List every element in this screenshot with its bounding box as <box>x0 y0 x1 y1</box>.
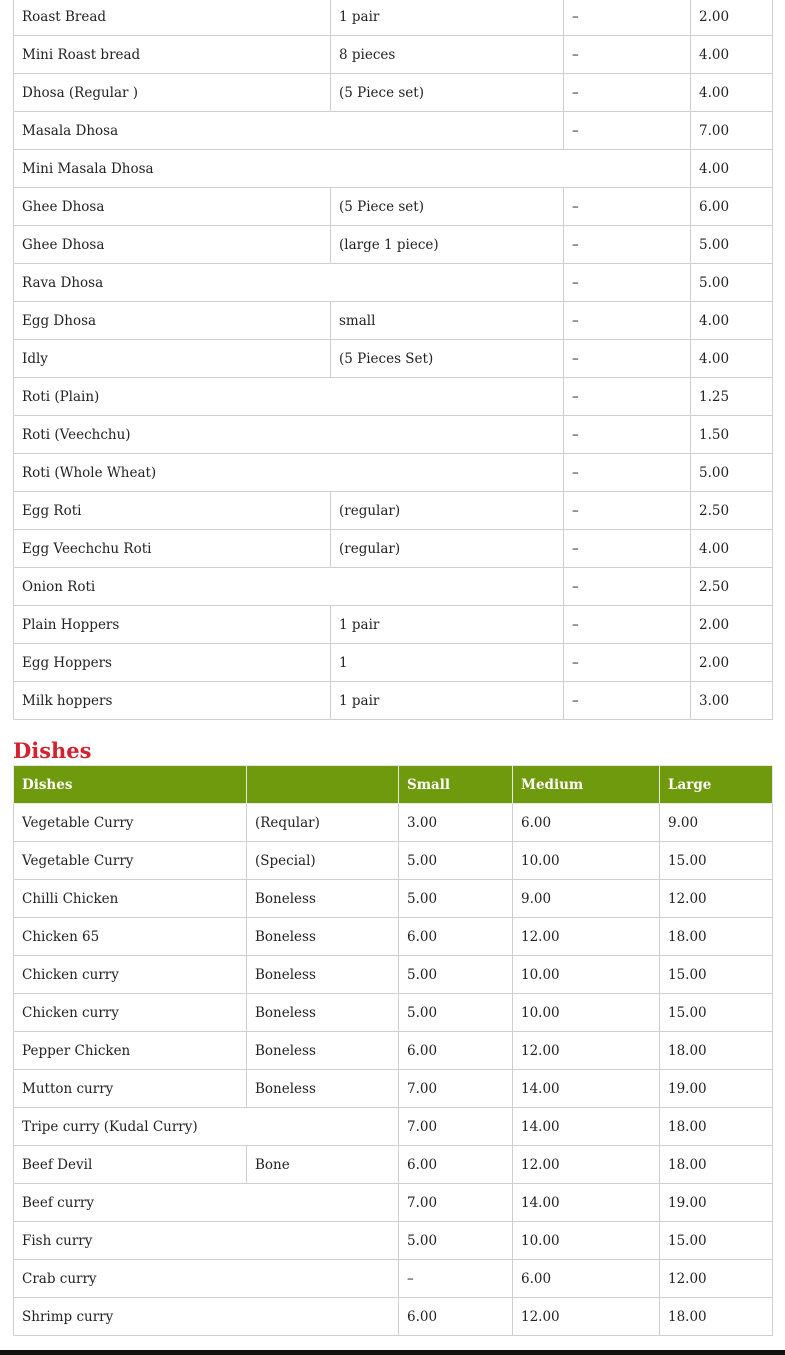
price-small: 7.00 <box>399 1108 513 1146</box>
item-name: Rava Dhosa <box>14 264 564 302</box>
table-row <box>14 1260 773 1298</box>
price-large: 18.00 <box>660 1108 773 1146</box>
item-name: Roti (Whole Wheat) <box>14 454 564 492</box>
dish-type: (Reqular) <box>247 804 399 842</box>
dish-type: Boneless <box>247 956 399 994</box>
table-row <box>14 956 773 994</box>
dish-name: Mutton curry <box>14 1070 247 1108</box>
table-row <box>14 1222 773 1260</box>
item-price: 6.00 <box>691 188 773 226</box>
price-large: 15.00 <box>660 1222 773 1260</box>
item-price: 4.00 <box>691 150 773 188</box>
price-large: 18.00 <box>660 1298 773 1336</box>
item-separator: – <box>564 416 691 454</box>
header-medium: Medium <box>513 766 660 804</box>
item-name: Roast Bread <box>14 0 331 36</box>
table-row <box>14 74 773 112</box>
table-row <box>14 492 773 530</box>
item-price: 4.00 <box>691 74 773 112</box>
item-name: Mini Roast bread <box>14 36 331 74</box>
item-name: Roti (Plain) <box>14 378 564 416</box>
table-row <box>14 568 773 606</box>
table-row <box>14 226 773 264</box>
dish-name: Vegetable Curry <box>14 842 247 880</box>
price-large: 18.00 <box>660 1146 773 1184</box>
price-small: 5.00 <box>399 956 513 994</box>
item-name: Egg Roti <box>14 492 331 530</box>
item-price: 2.50 <box>691 568 773 606</box>
item-price: 3.00 <box>691 682 773 720</box>
price-medium: 9.00 <box>513 880 660 918</box>
item-separator: – <box>564 340 691 378</box>
breads-table-body <box>14 0 773 720</box>
item-portion: (regular) <box>331 492 564 530</box>
dish-name: Tripe curry (Kudal Curry) <box>14 1108 399 1146</box>
item-name: Mini Masala Dhosa <box>14 150 691 188</box>
price-small: 7.00 <box>399 1184 513 1222</box>
dish-name: Beef Devil <box>14 1146 247 1184</box>
dish-name: Chicken 65 <box>14 918 247 956</box>
item-price: 5.00 <box>691 454 773 492</box>
item-separator: – <box>564 378 691 416</box>
table-row <box>14 1146 773 1184</box>
price-small: 5.00 <box>399 994 513 1032</box>
item-price: 2.50 <box>691 492 773 530</box>
dish-name: Chilli Chicken <box>14 880 247 918</box>
item-name: Masala Dhosa <box>14 112 564 150</box>
table-row <box>14 644 773 682</box>
section-title-dishes: Dishes <box>13 738 92 763</box>
table-row <box>14 36 773 74</box>
dish-name: Beef curry <box>14 1184 399 1222</box>
dishes-price-table <box>13 765 773 1336</box>
dish-type: (Special) <box>247 842 399 880</box>
price-small: 3.00 <box>399 804 513 842</box>
item-separator: – <box>564 36 691 74</box>
dish-type: Boneless <box>247 880 399 918</box>
item-name: Onion Roti <box>14 568 564 606</box>
item-separator: – <box>564 0 691 36</box>
price-large: 9.00 <box>660 804 773 842</box>
table-row <box>14 1108 773 1146</box>
item-name: Egg Veechchu Roti <box>14 530 331 568</box>
item-name: Ghee Dhosa <box>14 226 331 264</box>
price-large: 15.00 <box>660 842 773 880</box>
header-large: Large <box>660 766 773 804</box>
item-name: Egg Hoppers <box>14 644 331 682</box>
price-medium: 10.00 <box>513 842 660 880</box>
price-small: 6.00 <box>399 918 513 956</box>
price-medium: 12.00 <box>513 1146 660 1184</box>
item-portion: (large 1 piece) <box>331 226 564 264</box>
price-large: 15.00 <box>660 994 773 1032</box>
table-row <box>14 880 773 918</box>
table-row <box>14 0 773 36</box>
table-row <box>14 918 773 956</box>
table-row <box>14 1298 773 1336</box>
price-medium: 6.00 <box>513 1260 660 1298</box>
price-medium: 10.00 <box>513 1222 660 1260</box>
table-row <box>14 454 773 492</box>
item-separator: – <box>564 492 691 530</box>
price-small: 6.00 <box>399 1298 513 1336</box>
dish-type: Boneless <box>247 1032 399 1070</box>
table-row <box>14 1070 773 1108</box>
item-name: Egg Dhosa <box>14 302 331 340</box>
dish-type: Boneless <box>247 1070 399 1108</box>
table-row <box>14 994 773 1032</box>
table-row <box>14 188 773 226</box>
item-portion: 1 pair <box>331 0 564 36</box>
price-small: 5.00 <box>399 880 513 918</box>
dish-name: Shrimp curry <box>14 1298 399 1336</box>
price-medium: 12.00 <box>513 1032 660 1070</box>
item-separator: – <box>564 644 691 682</box>
item-portion: (5 Piece set) <box>331 74 564 112</box>
table-row <box>14 112 773 150</box>
price-large: 12.00 <box>660 1260 773 1298</box>
item-portion: (regular) <box>331 530 564 568</box>
dish-name: Chicken curry <box>14 956 247 994</box>
table-row <box>14 530 773 568</box>
header-dishes: Dishes <box>14 766 247 804</box>
item-separator: – <box>564 226 691 264</box>
item-separator: – <box>564 264 691 302</box>
item-portion: 1 <box>331 644 564 682</box>
table-row <box>14 340 773 378</box>
price-medium: 12.00 <box>513 918 660 956</box>
dish-name: Fish curry <box>14 1222 399 1260</box>
item-price: 1.25 <box>691 378 773 416</box>
table-row <box>14 264 773 302</box>
item-separator: – <box>564 568 691 606</box>
item-portion: 8 pieces <box>331 36 564 74</box>
item-name: Ghee Dhosa <box>14 188 331 226</box>
item-portion: 1 pair <box>331 606 564 644</box>
item-price: 2.00 <box>691 0 773 36</box>
item-portion: 1 pair <box>331 682 564 720</box>
item-separator: – <box>564 530 691 568</box>
price-large: 18.00 <box>660 918 773 956</box>
price-medium: 10.00 <box>513 956 660 994</box>
item-separator: – <box>564 74 691 112</box>
dish-name: Chicken curry <box>14 994 247 1032</box>
price-small: 7.00 <box>399 1070 513 1108</box>
header-small: Small <box>399 766 513 804</box>
item-price: 4.00 <box>691 302 773 340</box>
price-medium: 10.00 <box>513 994 660 1032</box>
price-small: 5.00 <box>399 1222 513 1260</box>
dish-type: Bone <box>247 1146 399 1184</box>
item-separator: – <box>564 302 691 340</box>
dish-name: Crab curry <box>14 1260 399 1298</box>
item-price: 5.00 <box>691 264 773 302</box>
item-name: Milk hoppers <box>14 682 331 720</box>
dishes-header-row <box>14 766 773 804</box>
item-price: 7.00 <box>691 112 773 150</box>
table-row <box>14 302 773 340</box>
price-large: 18.00 <box>660 1032 773 1070</box>
table-row <box>14 378 773 416</box>
table-row <box>14 150 773 188</box>
dish-type: Boneless <box>247 918 399 956</box>
item-separator: – <box>564 454 691 492</box>
dish-type: Boneless <box>247 994 399 1032</box>
item-price: 5.00 <box>691 226 773 264</box>
price-medium: 6.00 <box>513 804 660 842</box>
item-separator: – <box>564 682 691 720</box>
table-row <box>14 1184 773 1222</box>
table-row <box>14 606 773 644</box>
price-small: 6.00 <box>399 1032 513 1070</box>
header-type <box>247 766 399 804</box>
table-row <box>14 416 773 454</box>
item-portion: small <box>331 302 564 340</box>
item-price: 4.00 <box>691 36 773 74</box>
dish-name: Vegetable Curry <box>14 804 247 842</box>
price-large: 15.00 <box>660 956 773 994</box>
price-small: 5.00 <box>399 842 513 880</box>
item-name: Dhosa (Regular ) <box>14 74 331 112</box>
item-separator: – <box>564 112 691 150</box>
breads-price-table <box>13 0 773 720</box>
price-small: 6.00 <box>399 1146 513 1184</box>
table-row <box>14 804 773 842</box>
item-price: 4.00 <box>691 340 773 378</box>
table-row <box>14 842 773 880</box>
price-medium: 14.00 <box>513 1184 660 1222</box>
table-row <box>14 1032 773 1070</box>
item-price: 4.00 <box>691 530 773 568</box>
item-price: 2.00 <box>691 644 773 682</box>
bottom-edge-bar <box>0 1350 785 1355</box>
item-portion: (5 Pieces Set) <box>331 340 564 378</box>
dishes-table-body <box>14 804 773 1336</box>
dish-name: Pepper Chicken <box>14 1032 247 1070</box>
price-large: 12.00 <box>660 880 773 918</box>
price-small: – <box>399 1260 513 1298</box>
item-separator: – <box>564 188 691 226</box>
item-portion: (5 Piece set) <box>331 188 564 226</box>
item-name: Idly <box>14 340 331 378</box>
item-name: Plain Hoppers <box>14 606 331 644</box>
item-price: 1.50 <box>691 416 773 454</box>
price-medium: 14.00 <box>513 1070 660 1108</box>
price-medium: 12.00 <box>513 1298 660 1336</box>
item-name: Roti (Veechchu) <box>14 416 564 454</box>
item-price: 2.00 <box>691 606 773 644</box>
table-row <box>14 682 773 720</box>
price-large: 19.00 <box>660 1184 773 1222</box>
price-large: 19.00 <box>660 1070 773 1108</box>
price-medium: 14.00 <box>513 1108 660 1146</box>
item-separator: – <box>564 606 691 644</box>
